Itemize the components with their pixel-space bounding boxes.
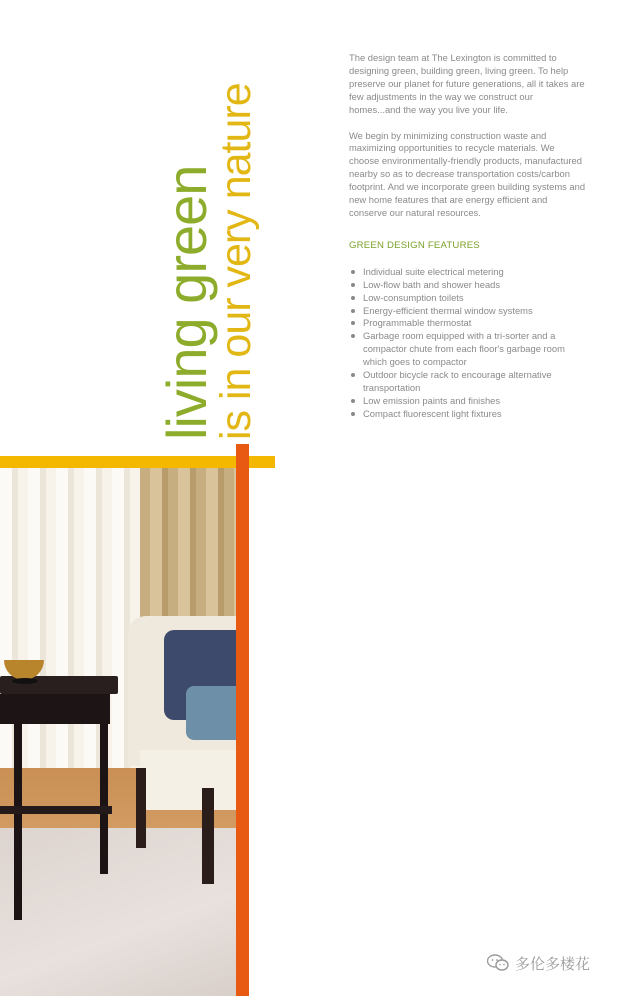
watermark-text: 多伦多楼花 [515,955,591,973]
side-table-leg [14,724,22,920]
feature-item: Individual suite electrical metering [349,266,587,279]
armchair-seat [140,750,236,810]
features-list [349,266,587,421]
feature-item: Low-consumption toilets [349,292,587,305]
vertical-headline [155,83,260,440]
orange-accent-bar [236,444,249,996]
blue-pillow [186,686,236,740]
body-copy [349,52,587,421]
headline-line-2: is in our very nature [212,83,260,440]
wechat-icon [487,954,509,972]
side-table-leg [100,724,108,874]
side-table-drawer [0,694,110,724]
intro-paragraph-1: The design team at The Lexington is committed to designing green, building green, living green. To help preserve our planet for future generations, all it takes are few adjustments in the way we construct our homes...and the way you live your life. [349,52,585,115]
yellow-accent-bar [0,456,275,468]
headline-line-1: living green [155,165,218,440]
bowl-base [12,678,38,684]
armchair-leg [136,768,146,848]
area-rug [0,828,236,996]
feature-item: Low emission paints and finishes [349,395,587,408]
feature-item: Compact fluorescent light fixtures [349,408,587,421]
interior-photo [0,468,236,996]
side-table-shelf [0,806,112,814]
feature-item: Low-flow bath and shower heads [349,279,587,292]
watermark [487,952,590,974]
feature-item: Energy-efficient thermal window systems [349,305,587,318]
armchair-leg [202,788,214,884]
feature-item: Programmable thermostat [349,317,587,330]
feature-item: Outdoor bicycle rack to encourage alternative transportation [349,369,587,395]
feature-item: Garbage room equipped with a tri-sorter and a compactor chute from each floor's garbage room which goes to compactor [349,330,587,369]
features-title: GREEN DESIGN FEATURES [349,239,480,251]
intro-paragraph-2: We begin by minimizing construction waste and maximizing opportunities to recycle materials. We choose environmentally-friendly products, manufactured nearby so as to decrease transportation costs/carbon footprint. And we incorporate green building systems and new home features that are energy efficient and conserve our natural resources. [349,129,586,218]
